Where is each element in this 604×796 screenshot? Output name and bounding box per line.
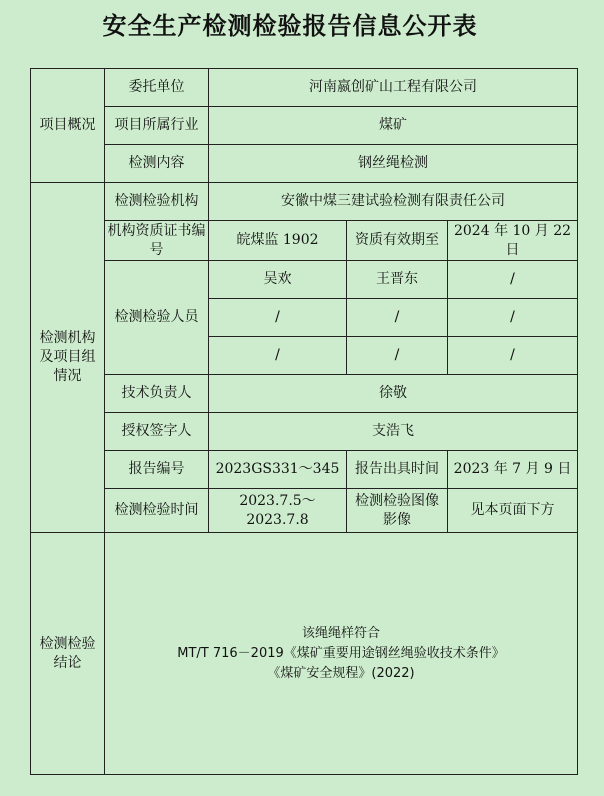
tech-lead-value: 徐敬 xyxy=(209,375,578,413)
conclusion-line: MT/T 716－2019《煤矿重要用途钢丝绳验收技术条件》 xyxy=(177,645,505,661)
personnel-cell: 王晋东 xyxy=(347,261,448,299)
personnel-cell: / xyxy=(448,337,578,375)
client-value: 河南嬴创矿山工程有限公司 xyxy=(209,69,578,107)
issue-date-label: 报告出具时间 xyxy=(347,451,448,489)
test-time-label: 检测检验时间 xyxy=(105,489,209,533)
report-no-value: 2023GS331～345 xyxy=(209,451,347,489)
client-label: 委托单位 xyxy=(105,69,209,107)
organization-section-label: 检测机构及项目组情况 xyxy=(31,183,105,533)
conclusion-text xyxy=(105,533,578,775)
institution-label: 检测检验机构 xyxy=(105,183,209,221)
industry-value: 煤矿 xyxy=(209,107,578,145)
images-value: 见本页面下方 xyxy=(448,489,578,533)
issue-date-value: 2023 年 7 月 9 日 xyxy=(448,451,578,489)
tech-lead-label: 技术负责人 xyxy=(105,375,209,413)
industry-label: 项目所属行业 xyxy=(105,107,209,145)
personnel-cell: / xyxy=(347,337,448,375)
test-time-value: 2023.7.5～2023.7.8 xyxy=(209,489,347,533)
info-table xyxy=(30,68,578,775)
overview-section-label: 项目概况 xyxy=(31,69,105,183)
personnel-cell: / xyxy=(209,337,347,375)
conclusion-line: 《煤矿安全规程》(2022) xyxy=(267,665,415,681)
personnel-label: 检测检验人员 xyxy=(105,261,209,375)
signer-label: 授权签字人 xyxy=(105,413,209,451)
conclusion-line: 该绳绳样符合 xyxy=(302,625,381,641)
personnel-cell: / xyxy=(209,299,347,337)
content-label: 检测内容 xyxy=(105,145,209,183)
content-value: 钢丝绳检测 xyxy=(209,145,578,183)
personnel-cell: / xyxy=(448,299,578,337)
report-no-label: 报告编号 xyxy=(105,451,209,489)
cert-value: 皖煤监 1902 xyxy=(209,221,347,261)
validity-value: 2024 年 10 月 22 日 xyxy=(448,221,578,261)
conclusion-section-label: 检测检验结论 xyxy=(31,533,105,775)
personnel-cell: 吴欢 xyxy=(209,261,347,299)
page-title: 安全生产检测检验报告信息公开表 xyxy=(102,11,478,40)
personnel-cell: / xyxy=(448,261,578,299)
cert-label: 机构资质证书编号 xyxy=(105,221,209,261)
validity-label: 资质有效期至 xyxy=(347,221,448,261)
institution-value: 安徽中煤三建试验检测有限责任公司 xyxy=(209,183,578,221)
images-label: 检测检验图像影像 xyxy=(347,489,448,533)
personnel-cell: / xyxy=(347,299,448,337)
signer-value: 支浩飞 xyxy=(209,413,578,451)
